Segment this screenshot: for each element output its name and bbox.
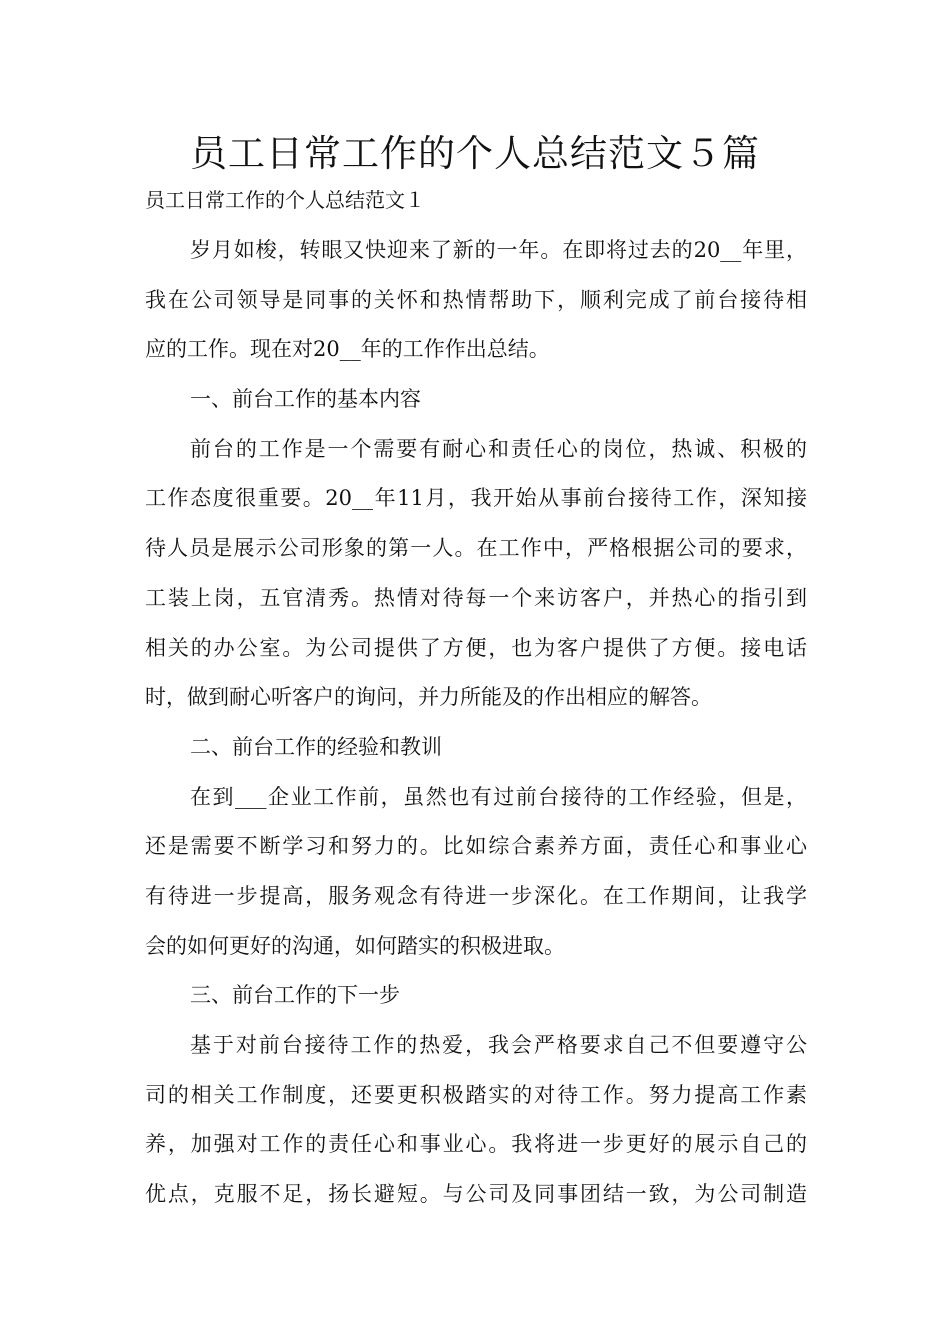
paragraph-line: 岁月如梭，转眼又快迎来了新的一年。在即将过去的20__年里， — [190, 238, 807, 262]
paragraph-line: 基于对前台接待工作的热爱，我会严格要求自己不但要遵守公 — [190, 1033, 807, 1057]
paragraph-line: 应的工作。现在对20__年的工作作出总结。 — [145, 337, 550, 362]
section-heading: 一、前台工作的基本内容 — [190, 387, 421, 412]
paragraph-line: 工作态度很重要。20__年11月，我开始从事前台接待工作，深知接 — [145, 486, 807, 511]
paragraph-line: 前台的工作是一个需要有耐心和责任心的岗位，热诚、积极的 — [190, 436, 807, 461]
paragraph-line: 时，做到耐心听客户的询问，并力所能及的作出相应的解答。 — [145, 685, 712, 710]
paragraph-line: 相关的办公室。为公司提供了方便，也为客户提供了方便。接电话 — [145, 635, 807, 660]
paragraph-line: 有待进一步提高，服务观念有待进一步深化。在工作期间，让我学 — [145, 883, 807, 908]
section-heading: 三、前台工作的下一步 — [190, 983, 400, 1008]
paragraph-line: 在到___企业工作前，虽然也有过前台接待的工作经验，但是， — [190, 784, 807, 809]
paragraph-line: 养，加强对工作的责任心和事业心。我将进一步更好的展示自己的 — [145, 1132, 807, 1157]
document-title: 员工日常工作的个人总结范文５篇 — [190, 132, 760, 175]
document-body — [145, 226, 807, 1220]
paragraph-line: 司的相关工作制度，还要更积极踏实的对待工作。努力提高工作素 — [145, 1082, 807, 1107]
paragraph-line: 会的如何更好的沟通，如何踏实的积极进取。 — [145, 933, 565, 958]
paragraph-line: 我在公司领导是同事的关怀和热情帮助下，顺利完成了前台接待相 — [145, 287, 807, 312]
paragraph-line: 待人员是展示公司形象的第一人。在工作中，严格根据公司的要求， — [145, 536, 807, 561]
paragraph-line: 优点，克服不足，扬长避短。与公司及同事团结一致，为公司制造 — [145, 1182, 807, 1207]
paragraph-line: 工装上岗，五官清秀。热情对待每一个来访客户，并热心的指引到 — [145, 585, 807, 610]
paragraph-line: 还是需要不断学习和努力的。比如综合素养方面，责任心和事业心 — [145, 834, 807, 859]
document-subtitle: 员工日常工作的个人总结范文１ — [145, 188, 425, 212]
section-heading: 二、前台工作的经验和教训 — [190, 734, 442, 759]
